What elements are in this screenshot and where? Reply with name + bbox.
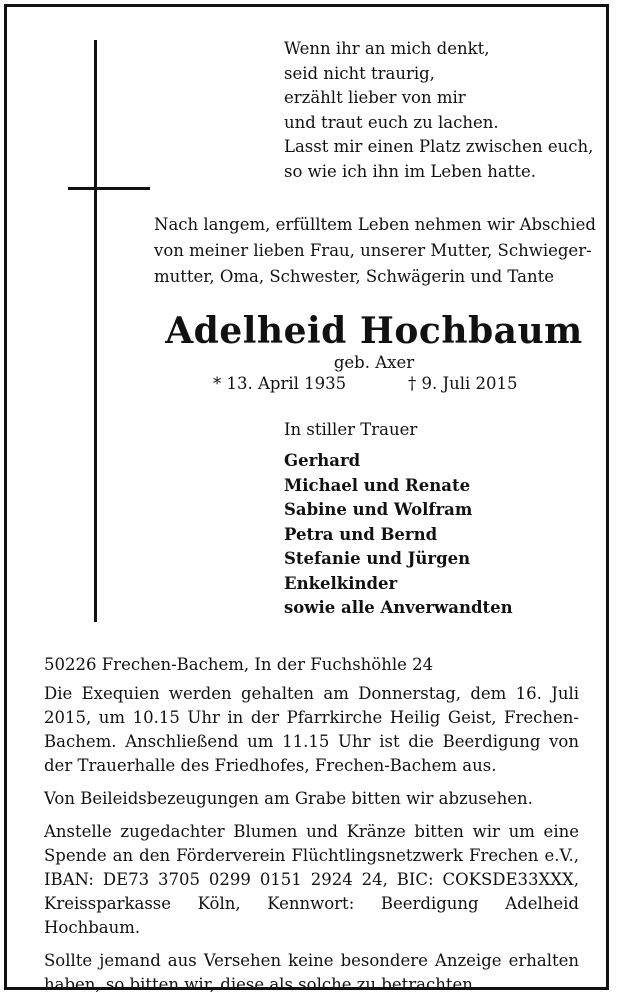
funeral-info: Die Exequien werden gehalten am Donnerstag, dem 16. Juli 2015, um 10.15 Uhr in der Pfarrkirche Heilig Geist, Frechen-Bachem. Anschließend um 11.15 Uhr ist die Beerdigung von der Trauerhalle des Friedhofes, Frechen-Bachem aus.	[44, 684, 579, 775]
address: 50226 Frechen-Bachem, In der Fuchshöhle 24	[44, 655, 434, 674]
mourner: sowie alle Anverwandten	[284, 598, 513, 617]
farewell-line: Nach langem, erfülltem Leben nehmen wir Abschied	[154, 215, 596, 234]
birth-date: * 13. April 1935	[213, 374, 347, 393]
birth-name: geb. Axer	[333, 353, 415, 372]
notice-details	[44, 653, 579, 1006]
missing-notice: Sollte jemand aus Versehen keine besondere Anzeige erhalten haben, so bitten wir, diese als solche zu betrachten.	[44, 951, 579, 994]
condolence-note: Von Beileidsbezeugungen am Grabe bitten wir abzusehen.	[44, 789, 533, 808]
donation-info: Anstelle zugedachter Blumen und Kränze bitten wir um eine Spende an den Förderverein Flüchtlingsnetzwerk Frechen e.V., IBAN: DE73 3705 0299 0151 2924 24, BIC: COKSDE33XXX, Kreissparkasse Köln, Kennwort: Beerdigung Adelheid Hochbaum.	[44, 822, 579, 937]
mourner: Sabine und Wolfram	[284, 500, 473, 519]
mourning-label: In stiller Trauer	[284, 420, 418, 439]
poem	[284, 37, 604, 184]
mourner: Enkelkinder	[284, 573, 398, 593]
farewell-line: mutter, Oma, Schwester, Schwägerin und Tante	[154, 267, 554, 286]
poem-line: und traut euch zu lachen.	[284, 112, 499, 132]
farewell-line: von meiner lieben Frau, unserer Mutter, Schwieger-	[154, 241, 592, 260]
death-date: † 9. Juli 2015	[408, 374, 518, 393]
deceased-name: Adelheid Hochbaum	[165, 310, 583, 352]
mourners-list	[284, 449, 604, 621]
poem-line: so wie ich ihn im Leben hatte.	[284, 161, 537, 181]
farewell-text	[154, 212, 594, 290]
cross-icon-bar	[68, 187, 150, 190]
mourner: Gerhard	[284, 451, 361, 470]
mourner: Petra und Bernd	[284, 524, 438, 544]
mourner: Stefanie und Jürgen	[284, 549, 471, 568]
cross-icon	[94, 40, 97, 622]
poem-line: Lasst mir einen Platz zwischen euch,	[284, 137, 594, 156]
poem-line: Wenn ihr an mich denkt,	[284, 39, 490, 58]
mourner: Michael und Renate	[284, 475, 471, 495]
poem-line: seid nicht traurig,	[284, 63, 435, 83]
poem-line: erzählt lieber von mir	[284, 88, 466, 107]
